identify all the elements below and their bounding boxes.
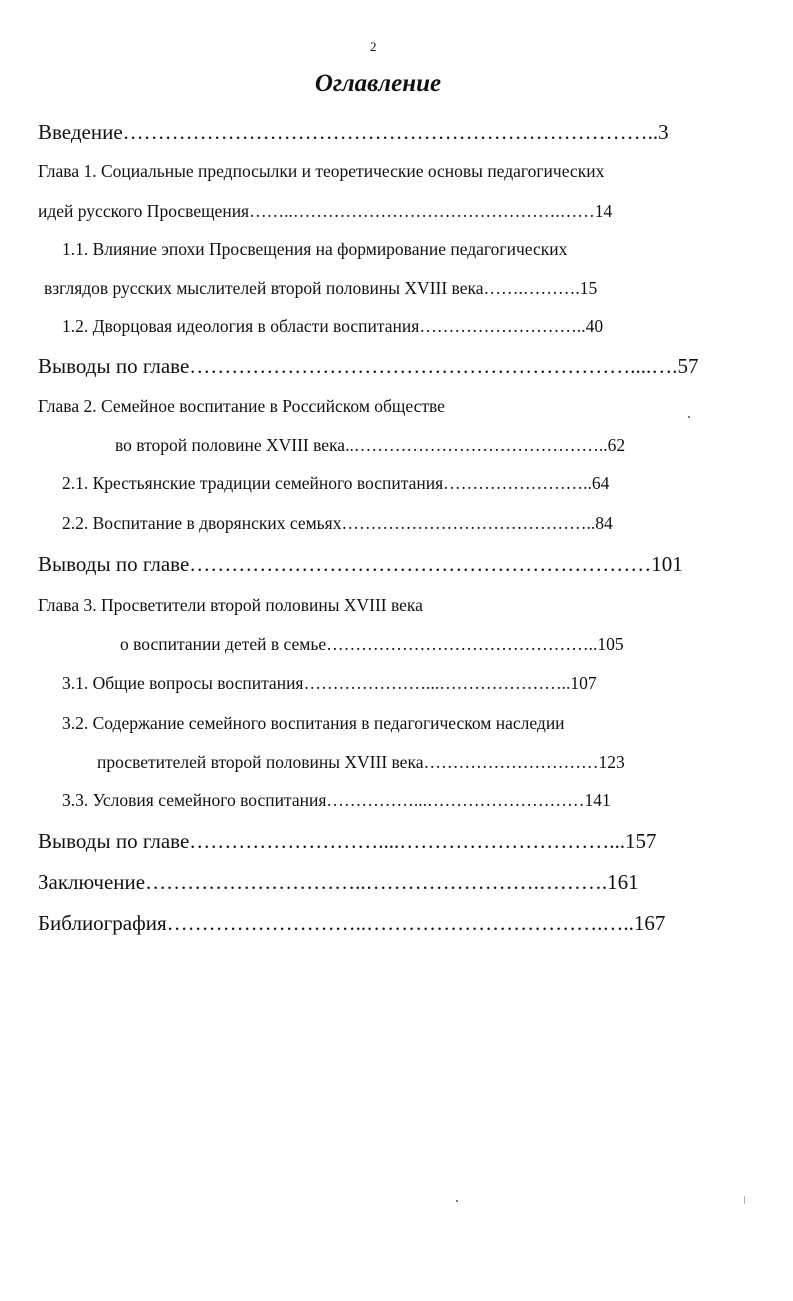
toc-section-3-1[interactable] bbox=[62, 675, 597, 693]
toc-dot-leader: …………………………..…………………….………. bbox=[145, 870, 608, 894]
toc-entry-label: Выводы по главе bbox=[38, 552, 190, 576]
toc-section-3-2-cont[interactable] bbox=[97, 754, 625, 772]
toc-entry-label: Библиография bbox=[38, 911, 167, 935]
toc-page-number: 15 bbox=[579, 278, 598, 298]
toc-section-3-2[interactable] bbox=[62, 715, 565, 733]
toc-dot-leader: ………………………………………………………………….. bbox=[122, 120, 659, 144]
toc-entry-label: Выводы по главе bbox=[38, 829, 190, 853]
toc-page-number: 161 bbox=[607, 870, 639, 894]
toc-chapter-2-conclusions[interactable] bbox=[38, 554, 683, 575]
toc-entry-label: 1.2. Дворцовая идеология в области воспитания bbox=[62, 316, 420, 336]
toc-chapter-2-title-cont[interactable] bbox=[115, 437, 625, 455]
toc-page-number: 167 bbox=[633, 911, 666, 935]
toc-section-1-1-cont[interactable] bbox=[44, 280, 597, 298]
toc-section-1-2[interactable] bbox=[62, 318, 603, 336]
toc-page-number: 40 bbox=[585, 316, 604, 336]
toc-dot-leader: …….………. bbox=[483, 278, 580, 298]
toc-section-1-1[interactable] bbox=[62, 241, 567, 259]
toc-entry-label: о воспитании детей в семье bbox=[120, 634, 327, 654]
toc-entry-label: Введение bbox=[38, 120, 123, 144]
toc-dot-leader: ..…………………………………….. bbox=[345, 435, 608, 455]
toc-dot-leader: ………………………………………………………....…. bbox=[189, 354, 678, 378]
scan-speck bbox=[744, 1196, 745, 1204]
scan-speck bbox=[688, 416, 690, 418]
toc-entry-conclusion[interactable] bbox=[38, 872, 639, 893]
toc-chapter-1-heading[interactable] bbox=[38, 163, 604, 181]
toc-chapter-3-conclusions[interactable] bbox=[38, 831, 657, 852]
toc-chapter-2-heading[interactable] bbox=[38, 398, 445, 416]
toc-entry-label: Глава 1. Социальные предпосылки и теоретические основы педагогических bbox=[38, 161, 605, 181]
toc-entry-bibliography[interactable] bbox=[38, 913, 665, 934]
toc-entry-label: 2.2. Воспитание в дворянских семьях bbox=[62, 513, 342, 533]
toc-entry-introduction[interactable] bbox=[38, 122, 669, 143]
toc-page-number: 14 bbox=[594, 201, 613, 221]
toc-dot-leader: …………………….. bbox=[443, 473, 592, 493]
toc-entry-label: 3.1. Общие вопросы воспитания bbox=[62, 673, 304, 693]
toc-page-number: 64 bbox=[591, 473, 610, 493]
toc-dot-leader: ………………………....…………………………... bbox=[189, 829, 626, 853]
toc-chapter-3-title-cont[interactable] bbox=[120, 636, 624, 654]
scan-speck bbox=[456, 1200, 458, 1202]
toc-dot-leader: ……………………….. bbox=[419, 316, 586, 336]
toc-chapter-3-heading[interactable] bbox=[38, 597, 423, 615]
toc-entry-label: просветителей второй половины XVIII века bbox=[97, 752, 424, 772]
toc-dot-leader: ……..……………………………………….…… bbox=[249, 201, 595, 221]
toc-page-number: 107 bbox=[570, 673, 597, 693]
toc-page-number: 62 bbox=[607, 435, 626, 455]
page-number: 2 bbox=[370, 39, 377, 54]
toc-dot-leader: ………………………..…………………………….….. bbox=[166, 911, 634, 935]
toc-chapter-1-conclusions[interactable] bbox=[38, 356, 699, 377]
toc-entry-label: Заключение bbox=[38, 870, 146, 894]
toc-entry-label: 1.1. Влияние эпохи Просвещения на формирование педагогических bbox=[62, 239, 568, 259]
page-title: Оглавление bbox=[314, 70, 442, 97]
toc-page-number: 57 bbox=[677, 354, 699, 378]
toc-entry-label: Глава 3. Просветители второй половины XVIII века bbox=[38, 595, 423, 615]
toc-page-number: 105 bbox=[597, 634, 624, 654]
toc-entry-label: взглядов русских мыслителей второй половины XVIII века bbox=[44, 278, 484, 298]
toc-dot-leader: ………………………… bbox=[423, 752, 599, 772]
toc-dot-leader: ……………………………………….. bbox=[326, 634, 598, 654]
toc-chapter-1-title-cont[interactable] bbox=[38, 203, 612, 221]
toc-page-number: 84 bbox=[595, 513, 613, 533]
toc-dot-leader: …………………...………………….. bbox=[303, 673, 571, 693]
toc-dot-leader: ……………...……………………… bbox=[326, 790, 585, 810]
toc-section-2-2[interactable] bbox=[62, 515, 613, 533]
toc-section-2-1[interactable] bbox=[62, 475, 609, 493]
toc-entry-label: 2.1. Крестьянские традиции семейного воспитания bbox=[62, 473, 444, 493]
toc-entry-label: Глава 2. Семейное воспитание в Российском обществе bbox=[38, 396, 445, 416]
toc-page-number: 3 bbox=[658, 120, 669, 144]
toc-page-number: 101 bbox=[651, 552, 683, 576]
toc-dot-leader: ………………………………………………………… bbox=[189, 552, 652, 576]
toc-entry-label: 3.3. Условия семейного воспитания bbox=[62, 790, 327, 810]
toc-dot-leader: …………………………………….. bbox=[341, 513, 596, 533]
toc-entry-label: 3.2. Содержание семейного воспитания в педагогическом наследии bbox=[62, 713, 565, 733]
toc-entry-label: Выводы по главе bbox=[38, 354, 190, 378]
toc-page-number: 157 bbox=[625, 829, 657, 853]
toc-entry-label: идей русского Просвещения bbox=[38, 201, 250, 221]
toc-section-3-3[interactable] bbox=[62, 792, 611, 810]
toc-page-number: 141 bbox=[584, 790, 611, 810]
toc-page-number: 123 bbox=[598, 752, 625, 772]
toc-entry-label: во второй половине XVIII века bbox=[115, 435, 346, 455]
